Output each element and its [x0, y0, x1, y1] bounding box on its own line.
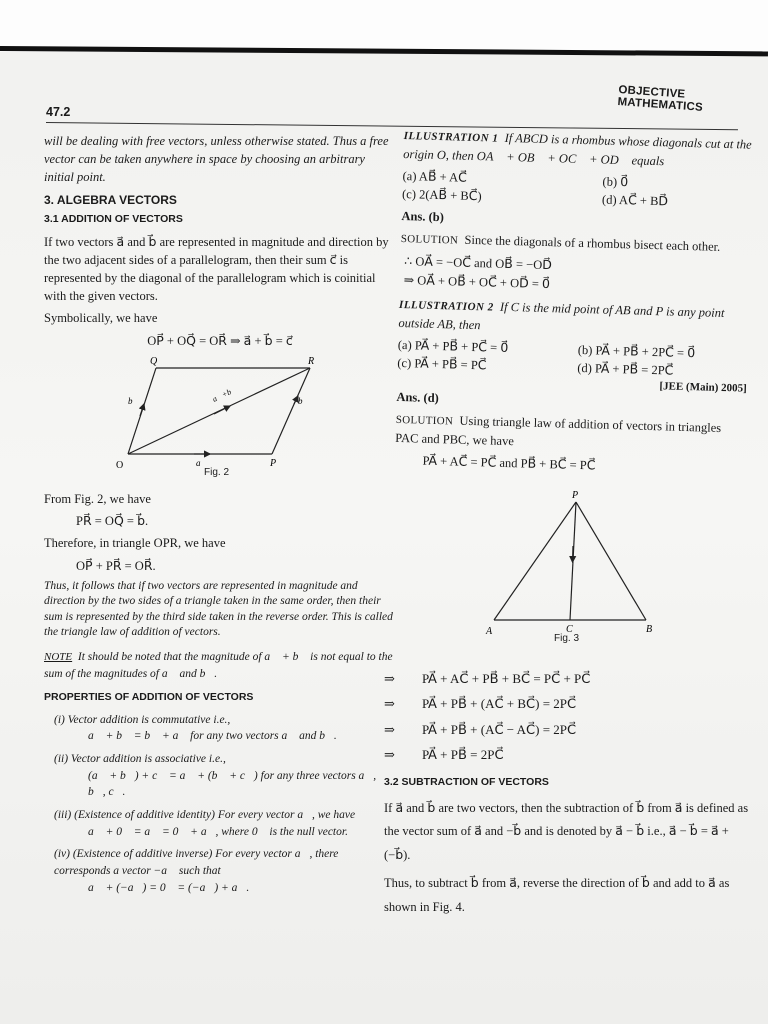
therefore-text: Therefore, in triangle OPR, we have: [44, 536, 226, 551]
property-item: (ii) Vector addition is associative i.e., (a⃗ + b⃗) + c⃗ = a⃗ + (b⃗ + c⃗) for any three vectors a⃗, b⃗, c⃗.: [54, 752, 377, 799]
solution-label: SOLUTION: [400, 233, 459, 247]
label-p: P: [270, 457, 277, 469]
solution-2: [395, 410, 746, 457]
illustration-1-text: If ABCD is a rhombus whose diagonals cut at the origin O, then OA⃗ + OB⃗ + OC⃗ + OD⃗ equals: [403, 130, 752, 169]
subsection-title: 3.1 ADDITION OF VECTORS: [44, 212, 183, 225]
option-b: (b) 0⃗: [602, 174, 629, 190]
fig2-caption: Fig. 2: [204, 466, 230, 478]
option-d: (d) AC⃗ + BD⃗: [601, 192, 669, 209]
left-column: [44, 132, 396, 902]
section-title: 3. ALGEBRA VECTORS: [44, 193, 177, 208]
option-b: (b) PA⃗ + PB⃗ + 2PC⃗ = 0⃗: [577, 342, 696, 360]
equation-triangle: OP⃗ + PR⃗ = OR⃗.: [76, 558, 156, 573]
illustration-1-label: ILLUSTRATION 1: [403, 129, 499, 145]
side-pb: [576, 502, 646, 620]
derivation-line: ⇒ PA⃗ + PB⃗ + (AC⃗ − AC⃗) = 2PC⃗: [384, 721, 577, 737]
addition-paragraph: If two vectors a⃗ and b⃗ are represented in magnitude and direction by the two adjacent sides of a parallelogram, then their sum c⃗ is represented by the diagonal of the parallelogram which is coinitial with the given vectors.: [44, 234, 389, 304]
label-b-left: b⃗: [128, 395, 140, 406]
page-number: 47.2: [46, 105, 71, 119]
solution-1-eq1: ∴ OA⃗ = −OC⃗ and OB⃗ = −OD⃗: [404, 254, 553, 273]
right-column-upper: [394, 126, 753, 479]
option-a: (a) PA⃗ + PB⃗ + PC⃗ = 0⃗: [397, 337, 509, 355]
label-q: Q: [150, 355, 158, 367]
book-title: OBJECTIVE MATHEMATICS: [617, 84, 704, 114]
solution-1-eq2: ⇒ OA⃗ + OB⃗ + OC⃗ + OD⃗ = 0⃗: [403, 272, 551, 291]
answer-2: Ans. (d): [396, 389, 439, 405]
option-d: (d) PA⃗ + PB⃗ = 2PC⃗: [577, 360, 674, 378]
label-o: O: [116, 459, 124, 471]
figure-2-parallelogram: [114, 354, 374, 474]
label-b-right: b⃗: [298, 395, 310, 406]
option-a: (a) AB⃗ + AC⃗: [402, 169, 468, 185]
intro-text: will be dealing with free vectors, unless otherwise stated. Thus a free vector can be taken anywhere in space by choosing an arbitrary initial point.: [44, 134, 389, 185]
properties-title: PROPERTIES OF ADDITION OF VECTORS: [44, 691, 254, 704]
option-c: (c) PA⃗ + PB⃗ = PC⃗: [397, 355, 487, 373]
label-p: P: [572, 490, 579, 501]
figure-3-triangle: [478, 486, 698, 636]
solution-2-eq: PA⃗ + AC⃗ = PC⃗ and PB⃗ + BC⃗ = PC⃗: [422, 453, 596, 473]
side-pa: [494, 502, 576, 620]
note-label: NOTE: [44, 650, 73, 663]
right-column-lower: [384, 666, 756, 923]
label-a: A: [486, 626, 493, 636]
derivation: [384, 666, 756, 767]
symbolically-text: Symbolically, we have: [44, 311, 158, 326]
note-para: [44, 649, 396, 683]
illustration-2-text: If C is the mid point of AB and P is any point outside AB, then: [398, 299, 725, 332]
property-item: (iii) (Existence of additive identity) For every vector a⃗, we have a⃗ + 0⃗ = a⃗ = 0⃗ + a⃗, where 0⃗ is the null vector.: [54, 808, 356, 838]
derivation-line: ⇒ PA⃗ + AC⃗ + PB⃗ + BC⃗ = PC⃗ + PC⃗: [384, 671, 591, 686]
subtraction-paragraph-2: Thus, to subtract b⃗ from a⃗, reverse the direction of b⃗ and add to a⃗ as shown in Fig. 4.: [384, 875, 730, 914]
from-fig-text: From Fig. 2, we have: [44, 492, 151, 507]
derivation-line: ⇒ PA⃗ + PB⃗ + (AC⃗ + BC⃗) = 2PC⃗: [384, 696, 577, 712]
subtraction-title: 3.2 SUBTRACTION OF VECTORS: [384, 776, 549, 789]
equation-pr: PR⃗ = OQ⃗ = b⃗.: [76, 514, 149, 529]
note-text: It should be noted that the magnitude of a⃗ + b⃗ is not equal to the sum of the magnitudes of a⃗ and b⃗.: [44, 650, 393, 680]
label-b: B: [646, 624, 653, 635]
triangle-law: Thus, it follows that if two vectors are represented in magnitude and direction by the two sides of a triangle taken in the same order, then their sum is represented by the third side taken in the reverse order. This is called the triangle law of addition of vectors.: [44, 579, 393, 639]
option-c: (c) 2(AB⃗ + BC⃗): [401, 187, 482, 204]
fig3-caption: Fig. 3: [554, 633, 580, 644]
solution-1-text: Since the diagonals of a rhombus bisect each other.: [464, 233, 721, 255]
illustration-2: [398, 295, 749, 342]
subtraction-paragraph: If a⃗ and b⃗ are two vectors, then the subtraction of b⃗ from a⃗ is defined as the vector sum of a⃗ and −b⃗ and is denoted by a⃗ − b⃗ i.e., a⃗ − b⃗ = a⃗ + (−b⃗).: [384, 800, 749, 863]
solution-2-text: Using triangle law of addition of vectors in triangles PAC and PBC, we have: [395, 413, 722, 449]
illustration-2-label: ILLUSTRATION 2: [398, 298, 494, 314]
label-diag: a⃗+b⃗: [211, 384, 239, 404]
derivation-line: ⇒ PA⃗ + PB⃗ = 2PC⃗: [384, 747, 504, 763]
jee-reference: [JEE (Main) 2005]: [659, 380, 747, 395]
label-r: R: [308, 355, 315, 367]
label-a: a⃗: [196, 457, 208, 468]
top-margin: [0, 0, 768, 52]
side-pr: [272, 368, 310, 454]
solution-label: SOLUTION: [395, 413, 454, 428]
equation-parallelogram: OP⃗ + OQ⃗ = OR⃗ ⇒ a⃗ + b⃗ = c⃗: [147, 333, 293, 348]
property-item: (iv) (Existence of additive inverse) For every vector a⃗, there corresponds a vector −a⃗ such that a⃗ + (−a⃗) = 0⃗ = (−a⃗) + a⃗.: [54, 848, 339, 894]
property-item: (i) Vector addition is commutative i.e., a⃗ + b⃗ = b⃗ + a⃗ for any two vectors a⃗ and b⃗.: [54, 713, 337, 743]
properties-list: [44, 712, 396, 897]
answer-1: Ans. (b): [401, 209, 445, 225]
label-c: C: [566, 624, 573, 635]
